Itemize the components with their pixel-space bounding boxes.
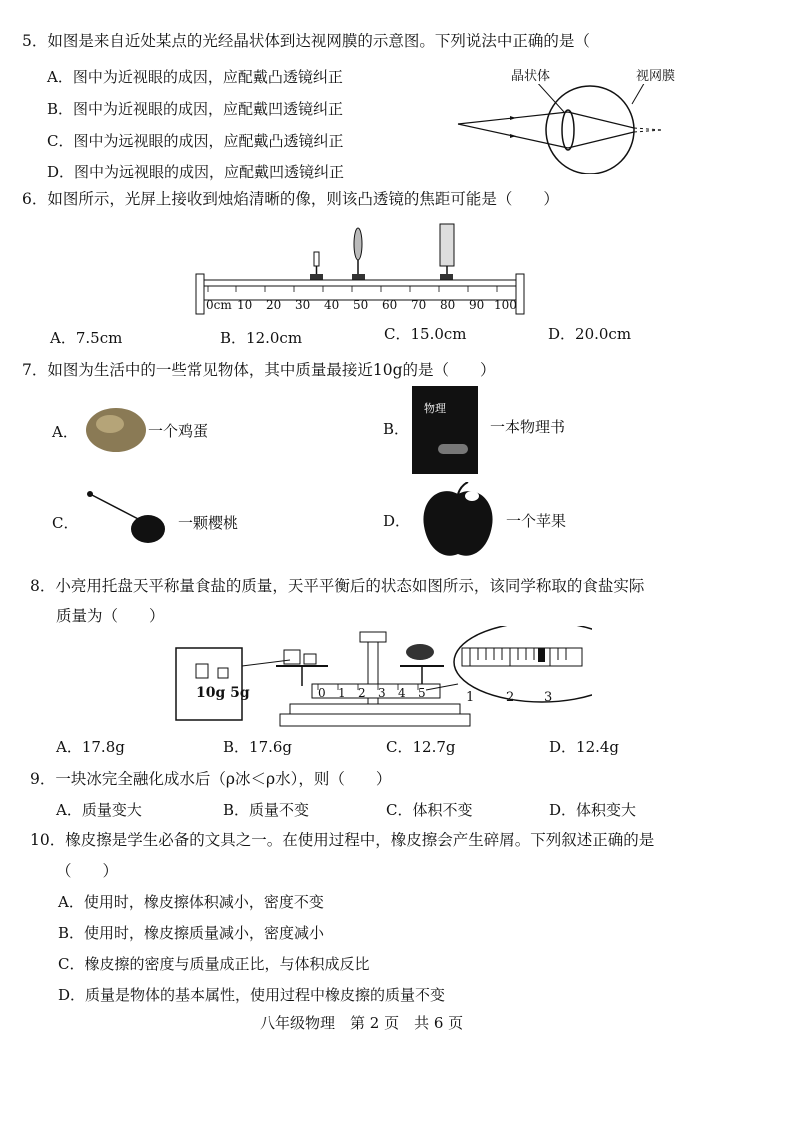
q9-option-d: D．体积变大 bbox=[549, 801, 637, 819]
q7-option-d-letter: D． bbox=[383, 512, 411, 530]
q5-option-d: D．图中为远视眼的成因，应配戴凹透镜纠正 bbox=[47, 163, 345, 181]
beam-label: 0 bbox=[318, 686, 326, 700]
egg-image bbox=[82, 404, 152, 456]
q7-option-b-label: 一本物理书 bbox=[490, 418, 566, 436]
beam-label: 5 bbox=[418, 686, 426, 700]
q9-stem: 9．一块冰完全融化成水后（ρ冰＜ρ水），则（ ） bbox=[30, 770, 392, 788]
q7-option-a-letter: A． bbox=[52, 423, 78, 441]
q7-option-c-label: 一颗樱桃 bbox=[178, 514, 239, 532]
q8-stem-line2: 质量为（ ） bbox=[56, 607, 165, 625]
eye-diagram bbox=[450, 84, 680, 174]
ruler-label: 10 bbox=[237, 298, 253, 312]
q7-option-c-letter: C． bbox=[52, 514, 79, 532]
retina-label: 视网膜 bbox=[636, 69, 676, 84]
page-footer: 八年级物理 第 2 页 共 6 页 bbox=[260, 1014, 464, 1032]
apple-image bbox=[418, 482, 498, 562]
ruler-label: 40 bbox=[324, 298, 340, 312]
q5-option-a: A．图中为近视眼的成因，应配戴凸透镜纠正 bbox=[47, 68, 343, 86]
ruler-label: 70 bbox=[411, 298, 427, 312]
q6-stem: 6．如图所示，光屏上接收到烛焰清晰的像，则该凸透镜的焦距可能是（ ） bbox=[22, 190, 559, 208]
book-title: 物理 bbox=[424, 402, 446, 415]
q8-option-c: C．12.7g bbox=[386, 738, 456, 756]
q10-option-d: D．质量是物体的基本属性，使用过程中橡皮擦的质量不变 bbox=[58, 986, 446, 1004]
weight-label: 5g bbox=[230, 685, 250, 701]
q10-stem: 10．橡皮擦是学生必备的文具之一。在使用过程中，橡皮擦会产生碎屑。下列叙述正确的是 bbox=[30, 831, 655, 849]
q6-option-d: D．20.0cm bbox=[548, 325, 632, 343]
weight-label: 10g bbox=[196, 685, 226, 701]
ruler-label: 100 bbox=[494, 298, 517, 312]
ruler-labels bbox=[200, 298, 520, 314]
weight-labels bbox=[196, 685, 250, 701]
q5-stem: 5．如图是来自近处某点的光经晶状体到达视网膜的示意图。下列说法中正确的是（ bbox=[22, 32, 590, 50]
ruler-label: 80 bbox=[440, 298, 456, 312]
ruler-label: 60 bbox=[382, 298, 398, 312]
beam-label: 3 bbox=[378, 686, 386, 700]
q6-option-b: B．12.0cm bbox=[220, 329, 303, 347]
ruler-label: 50 bbox=[353, 298, 369, 312]
q8-option-d: D．12.4g bbox=[549, 738, 620, 756]
ruler-label: 0cm bbox=[206, 298, 232, 312]
beam-label: 1 bbox=[338, 686, 346, 700]
q6-option-a: A．7.5cm bbox=[50, 329, 123, 347]
q10-paren: （ ） bbox=[56, 862, 119, 880]
ruler-label: 20 bbox=[266, 298, 282, 312]
q7-option-a-label: 一个鸡蛋 bbox=[148, 422, 209, 440]
zoom-label: 3 bbox=[544, 690, 553, 705]
q5-option-c: C．图中为远视眼的成因，应配戴凸透镜纠正 bbox=[47, 132, 344, 150]
ruler-label: 30 bbox=[295, 298, 311, 312]
q5-option-b: B．图中为近视眼的成因，应配戴凹透镜纠正 bbox=[47, 100, 344, 118]
q9-option-c: C．体积不变 bbox=[386, 801, 473, 819]
q9-option-a: A．质量变大 bbox=[56, 801, 142, 819]
cherry-image bbox=[84, 486, 174, 546]
balance-figure bbox=[172, 626, 592, 736]
q8-stem-line1: 8．小亮用托盘天平称量食盐的质量，天平平衡后的状态如图所示，该同学称取的食盐实际 bbox=[30, 577, 645, 595]
q8-option-a: A．17.8g bbox=[56, 738, 125, 756]
lens-label: 晶状体 bbox=[511, 69, 551, 84]
zoom-label: 1 bbox=[466, 690, 475, 705]
q10-option-a: A．使用时，橡皮擦体积减小，密度不变 bbox=[58, 893, 324, 911]
beam-label: 2 bbox=[358, 686, 366, 700]
q7-stem: 7．如图为生活中的一些常见物体，其中质量最接近10g的是（ ） bbox=[22, 361, 496, 379]
physics-book-image bbox=[412, 386, 478, 474]
beam-label: 4 bbox=[398, 686, 406, 700]
q10-option-b: B．使用时，橡皮擦质量减小，密度减小 bbox=[58, 924, 325, 942]
q10-option-c: C．橡皮擦的密度与质量成正比，与体积成反比 bbox=[58, 955, 370, 973]
ruler-label: 90 bbox=[469, 298, 485, 312]
q7-option-b-letter: B． bbox=[383, 420, 410, 438]
q8-option-b: B．17.6g bbox=[223, 738, 293, 756]
q9-option-b: B．质量不变 bbox=[223, 801, 310, 819]
q7-option-d-label: 一个苹果 bbox=[506, 512, 567, 530]
zoom-label: 2 bbox=[506, 690, 515, 705]
q6-option-c: C．15.0cm bbox=[384, 325, 467, 343]
